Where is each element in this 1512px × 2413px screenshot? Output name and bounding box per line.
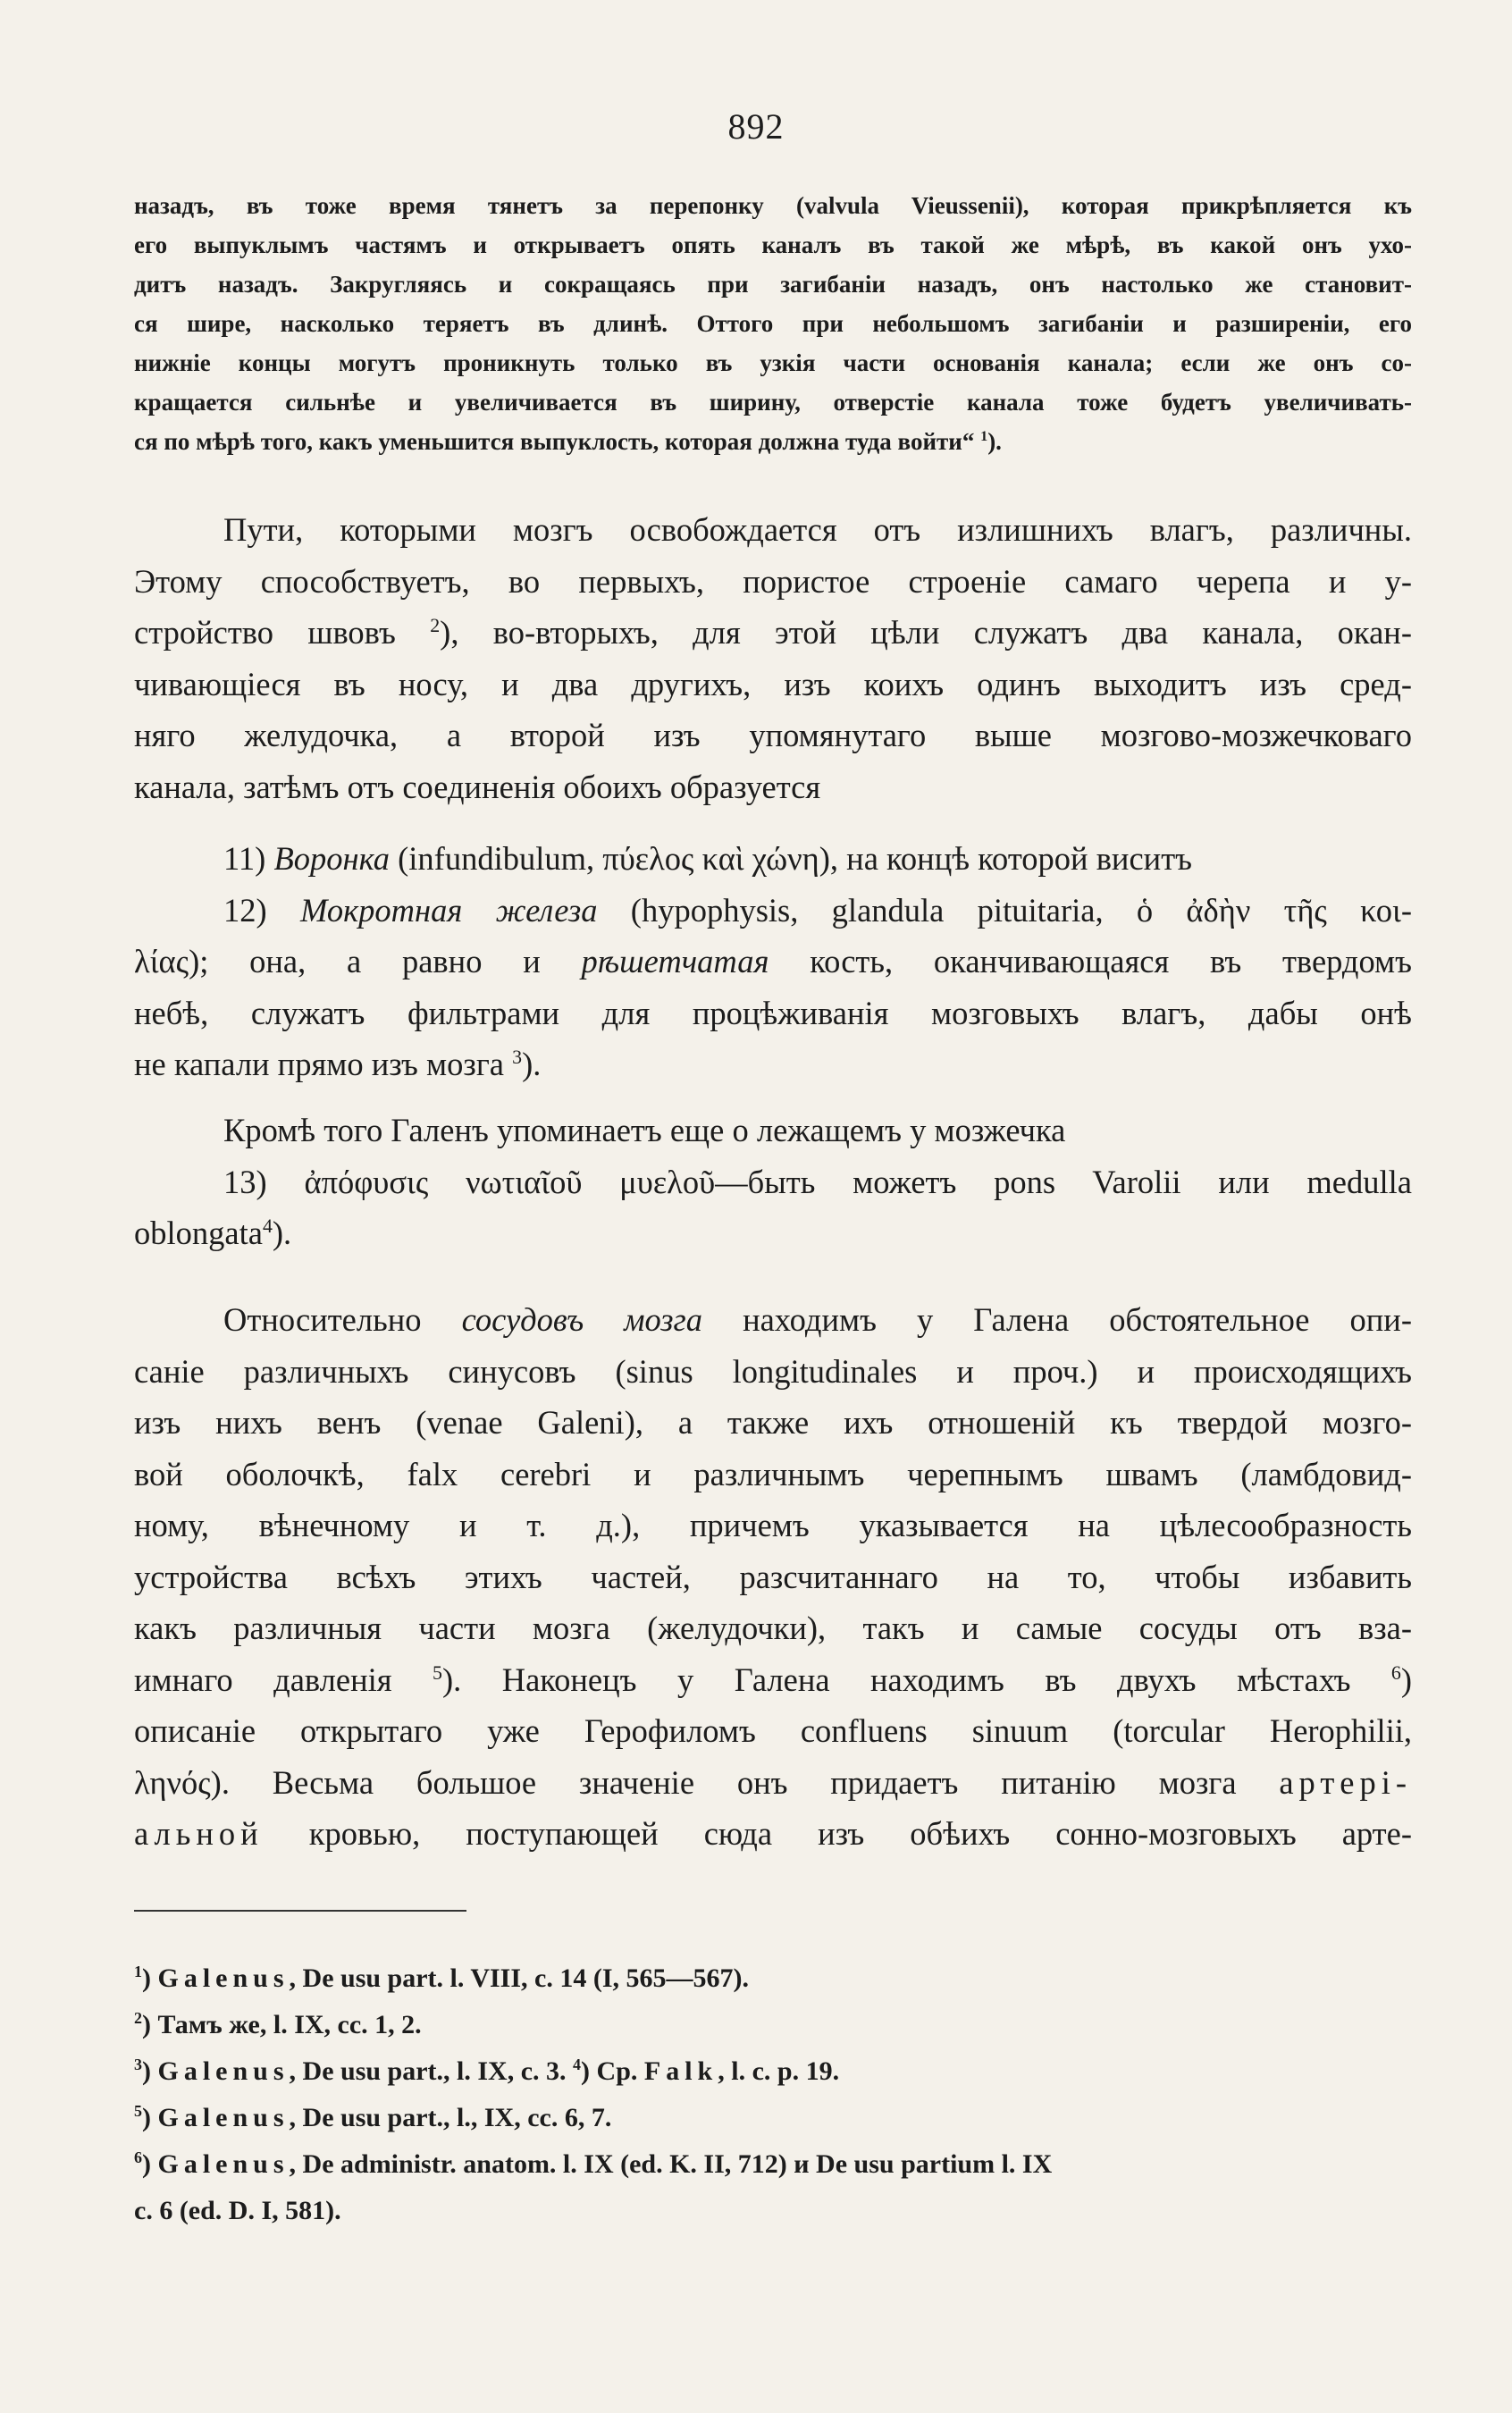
- footnote-6: $^6$) Galenus, De administr. anatom. l. IX (ed. K. II, 712) и De usu partium l. IX: [134, 2148, 1053, 2179]
- quote-line: дитъ назадъ. Закругляясь и сокращаясь при загибаніи назадъ, онъ настолько же становит-: [134, 271, 1412, 298]
- item-13: 13) ἀπόφυσις νωτιαῖοῦ μυελοῦ—быть можетъ pons Varolii или medulla: [223, 1163, 1412, 1200]
- footnote-ref: 3: [512, 1045, 523, 1068]
- quote-line: ся шире, насколько теряетъ въ длинѣ. Оттого при небольшомъ загибаніи и разширеніи, его: [134, 310, 1412, 337]
- text-line: изъ нихъ венъ (venae Galeni), а также ихъ отношеній къ твердой мозго-: [134, 1404, 1412, 1441]
- footnote-1: $^1$) Galenus, De usu part. l. VIII, c. 14 (I, 565—567).: [134, 1963, 749, 1993]
- text-line: Пути, которыми мозгъ освобождается отъ излишнихъ влагъ, различны.: [223, 511, 1412, 548]
- footnote-ref: 4: [262, 1214, 273, 1237]
- text-line: oblongata$^4$).: [134, 1214, 292, 1251]
- numbered-items: [134, 833, 1412, 1090]
- text-line: Этому способствуетъ, во первыхъ, пористое строеніе самаго черепа и у-: [134, 562, 1412, 600]
- quote-line: назадъ, въ тоже время тянетъ за перепонку (valvula Vieussenii), которая прикрѣпляется къ: [134, 192, 1412, 219]
- text-line: какъ различныя части мозга (желудочки), такъ и самые сосуды отъ вза-: [134, 1610, 1412, 1646]
- footnote-ref: 6: [1390, 1661, 1401, 1684]
- footnote-ref: 1: [980, 428, 988, 444]
- text-line: ληνός). Весьма большое значеніе онъ придаетъ питанію мозга артері-: [134, 1763, 1413, 1801]
- paragraph-vessels: [134, 1294, 1412, 1860]
- text-line: Кромѣ того Галенъ упоминаетъ еще о лежащемъ у мозжечка: [223, 1112, 1066, 1148]
- text-line: имнаго давленія $^5$). Наконецъ у Галена находимъ въ двухъ мѣстахъ $^6$): [134, 1661, 1413, 1698]
- quote-block: [134, 186, 1412, 461]
- text-line: Относительно сосудовъ мозга находимъ у Галена обстоятельное опи-: [223, 1301, 1412, 1338]
- text-line: канала, затѣмъ отъ соединенія обоихъ образуется: [134, 768, 821, 805]
- text-line: не капали прямо изъ мозга $^3$).: [134, 1045, 542, 1082]
- footnote-2: $^2$) Тамъ же, l. IX, cc. 1, 2.: [134, 2009, 422, 2039]
- paragraph-galen-cerebellum: [134, 1105, 1412, 1259]
- text-line: устройства всѣхъ этихъ частей, разсчитаннаго на то, чтобы избавить: [134, 1558, 1412, 1595]
- page-number: 892: [727, 106, 785, 147]
- quote-line: нижніе концы могутъ проникнуть только въ узкія части основанія канала; если же онъ со-: [134, 349, 1412, 376]
- paragraph-ways: [134, 504, 1412, 812]
- footnote-divider: [134, 1910, 466, 1912]
- footnote-ref: 5: [433, 1661, 442, 1684]
- text-line: ному, вѣнечному и т. д.), причемъ указывается на цѣлесообразность: [134, 1507, 1412, 1543]
- quote-line: кращается сильнѣе и увеличивается въ ширину, отверстіе канала тоже будетъ увеличивать-: [134, 389, 1412, 416]
- footnote-6-cont: c. 6 (ed. D. I, 581).: [134, 2196, 341, 2225]
- footnote-5: $^5$) Galenus, De usu part., l., IX, cc. 6, 7.: [134, 2102, 612, 2132]
- footnote-ref: 2: [430, 613, 441, 636]
- text-line: саніе различныхъ синусовъ (sinus longitudinales и проч.) и происходящихъ: [134, 1352, 1412, 1390]
- text-line: небѣ, служатъ фильтрами для процѣживанія мозговыхъ влагъ, дабы онѣ: [134, 994, 1412, 1031]
- text-line: описаніе открытаго уже Герофиломъ confluens sinuum (torcular Herophilii,: [134, 1712, 1412, 1749]
- text-line: стройство швовъ $^2$), во-вторыхъ, для этой цѣли служатъ два канала, окан-: [134, 613, 1412, 651]
- item-12: 12) Мокротная железа (hypophysis, glandula pituitaria, ὁ ἀδὴν τῆς κοι-: [223, 891, 1412, 929]
- footnote-3: $^3$) Galenus, De usu part., l. IX, c. 3. $^4$) Ср. Falk, l. c. p. 19.: [134, 2056, 840, 2086]
- text-line: няго желудочка, а второй изъ упомянутаго выше мозгово-мозжечковаго: [134, 717, 1412, 753]
- item-11: 11) Воронка (infundibulum, πύελος καὶ χώνη), на концѣ которой виситъ: [223, 840, 1193, 877]
- footnotes: [134, 1955, 1412, 2234]
- quote-line: ся по мѣрѣ того, какъ уменьшится выпуклость, которая должна туда войти“ $^1$).: [134, 428, 1002, 455]
- text-line: альной кровью, поступающей сюда изъ обѣихъ сонно-мозговыхъ арте-: [134, 1815, 1412, 1852]
- quote-line: его выпуклымъ частямъ и открываетъ опять каналъ въ такой же мѣрѣ, въ какой онъ ухо-: [134, 231, 1412, 258]
- text-line: λίας); она, а равно и рѣшетчатая кость, оканчивающаяся въ твердомъ: [134, 943, 1413, 979]
- text-line: чивающіеся въ носу, и два другихъ, изъ коихъ одинъ выходитъ изъ сред-: [134, 665, 1412, 702]
- text-line: вой оболочкѣ, falx cerebri и различнымъ черепнымъ швамъ (ламбдовид-: [134, 1455, 1412, 1492]
